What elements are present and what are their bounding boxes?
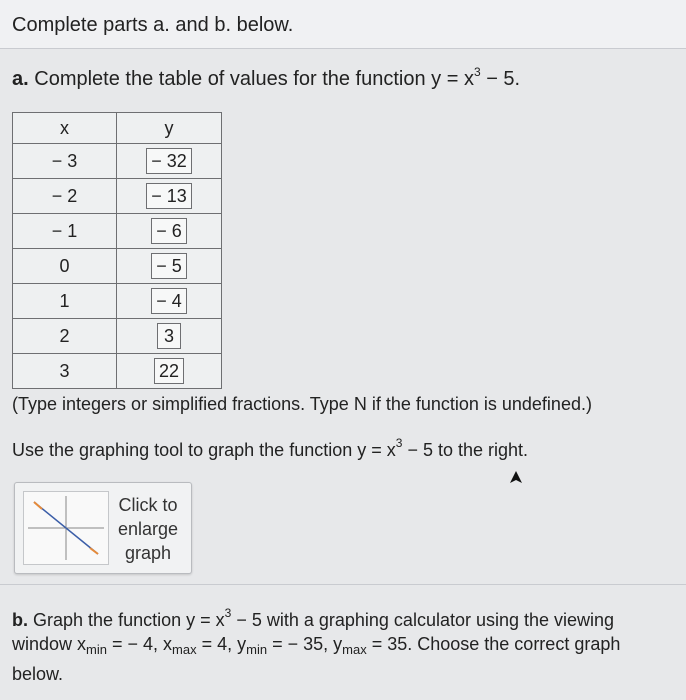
table-row [13, 214, 222, 249]
y-cell [117, 284, 222, 319]
graph-instruction [12, 436, 529, 461]
xmax-subscript: max [172, 642, 197, 657]
part-b-text-1: Graph the function y = x [33, 610, 225, 630]
table-header-row [13, 113, 222, 144]
part-a-prompt [12, 65, 521, 91]
part-b-label: b. [12, 610, 28, 630]
y-cell [117, 144, 222, 179]
x-column-header: x [13, 113, 117, 144]
y-column-header: y [117, 113, 222, 144]
table-row [13, 144, 222, 179]
mouse-pointer-icon [508, 470, 524, 491]
graph-instruction-exponent: 3 [395, 436, 403, 450]
part-a-exponent: 3 [473, 65, 481, 79]
x-cell: − 1 [13, 214, 117, 249]
y-cell [117, 214, 222, 249]
table-row [13, 249, 222, 284]
y-answer-box[interactable]: 22 [154, 358, 184, 384]
ymin-value: = − 35, y [267, 634, 343, 654]
table-row [13, 354, 222, 389]
xmin-value: = − 4, x [106, 634, 173, 654]
part-a-tail: − 5. [480, 68, 521, 90]
y-answer-box[interactable]: − 6 [151, 218, 187, 244]
y-cell [117, 249, 222, 284]
y-answer-box[interactable]: − 32 [146, 148, 192, 174]
table-row [13, 319, 222, 354]
x-cell: 0 [13, 249, 117, 284]
y-cell [117, 354, 222, 389]
answer-format-note: (Type integers or simplified fractions. Type N if the function is undefined.) [12, 394, 592, 414]
ymin-subscript: min [246, 642, 268, 657]
x-cell: − 2 [13, 179, 117, 214]
ymax-value: = 35. Choose the correct graph below. [12, 634, 621, 684]
table-row [13, 179, 222, 214]
part-b-exponent: 3 [224, 606, 232, 620]
section-divider [0, 584, 686, 585]
question-title: Complete parts a. and b. below. [12, 14, 294, 36]
ymax-subscript: max [342, 642, 367, 657]
xmax-value: = 4, y [196, 634, 247, 654]
enlarge-graph-label: Click to enlarge graph [117, 495, 179, 563]
part-b-text-2: − 5 with a graphing calculator using the viewing window x [12, 610, 615, 654]
y-answer-box[interactable]: 3 [157, 323, 181, 349]
values-table [12, 112, 222, 389]
table-row [13, 284, 222, 319]
xmin-subscript: min [86, 642, 107, 657]
y-answer-box[interactable]: − 5 [151, 253, 187, 279]
y-answer-box[interactable]: − 4 [151, 288, 187, 314]
x-cell: 2 [13, 319, 117, 354]
y-cell [117, 179, 222, 214]
part-a-label: a. [12, 68, 29, 90]
y-answer-box[interactable]: − 13 [146, 183, 192, 209]
enlarge-graph-button[interactable] [14, 482, 192, 574]
x-cell: 1 [13, 284, 117, 319]
y-cell [117, 319, 222, 354]
question-header-bar [0, 0, 686, 49]
graph-thumbnail-icon [23, 491, 109, 565]
x-cell: − 3 [13, 144, 117, 179]
part-a-text: Complete the table of values for the function y = x [34, 68, 474, 90]
part-b-prompt [12, 608, 672, 686]
graph-instruction-tail: − 5 to the right. [402, 440, 529, 460]
graph-instruction-text: Use the graphing tool to graph the function y = x [12, 440, 396, 460]
x-cell: 3 [13, 354, 117, 389]
